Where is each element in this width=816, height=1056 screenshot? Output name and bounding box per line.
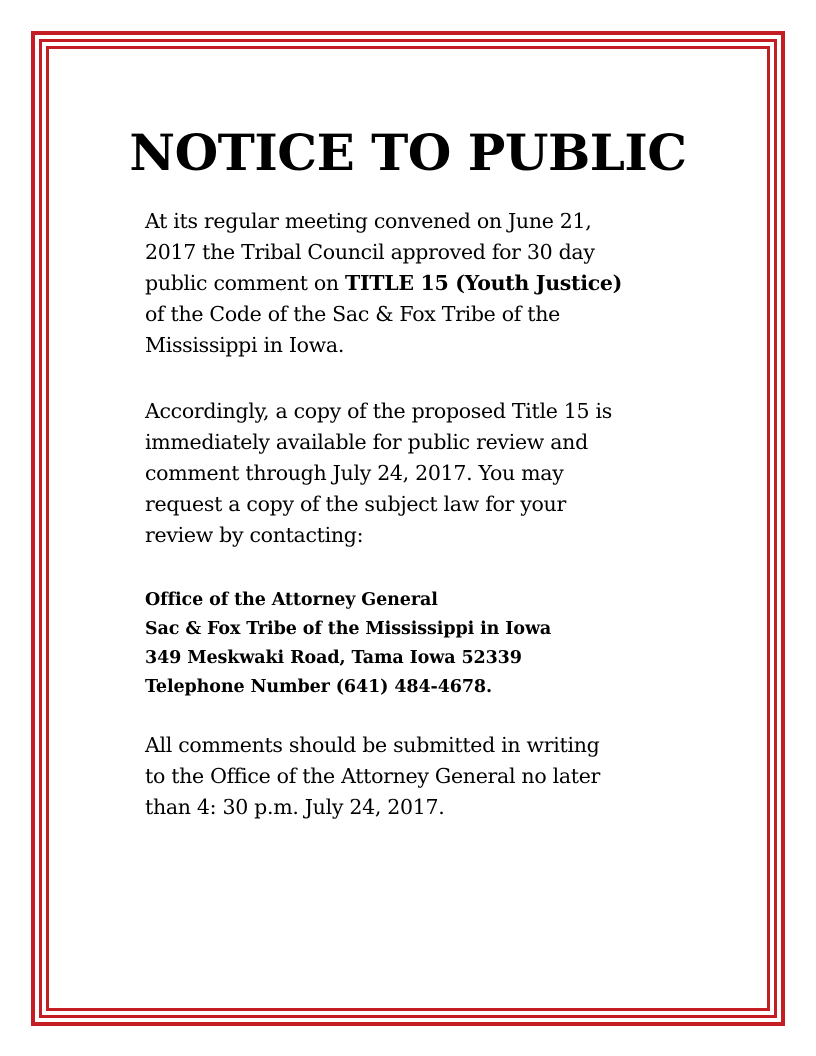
- address-office: Office of the Attorney General: [145, 590, 438, 610]
- text-line: Mississippi in Iowa.: [145, 333, 345, 357]
- text-line: of the Code of the Sac & Fox Tribe of the: [145, 302, 560, 326]
- text-line: immediately available for public review and: [145, 430, 588, 454]
- contact-address: [145, 586, 705, 702]
- paragraph-approval: [145, 206, 705, 361]
- paragraph-deadline: [145, 730, 705, 823]
- notice-title: NOTICE TO PUBLIC: [129, 123, 687, 182]
- address-tribe: Sac & Fox Tribe of the Mississippi in Iowa: [145, 619, 552, 639]
- text-line: comment through July 24, 2017. You may: [145, 461, 564, 485]
- text-line: 2017 the Tribal Council approved for 30 day: [145, 240, 595, 264]
- law-title: TITLE 15 (Youth Justice): [345, 271, 623, 295]
- text-line: to the Office of the Attorney General no later: [145, 764, 601, 788]
- text-line: All comments should be submitted in writing: [145, 733, 600, 757]
- text-line: than 4: 30 p.m. July 24, 2017.: [145, 795, 445, 819]
- text-line: request a copy of the subject law for your: [145, 492, 566, 516]
- text-fragment: public comment on: [145, 271, 346, 295]
- text-line-title: [145, 268, 705, 299]
- text-line: At its regular meeting convened on June 21,: [145, 209, 592, 233]
- paragraph-availability: [145, 396, 705, 551]
- text-line: Accordingly, a copy of the proposed Title 15 is: [145, 399, 612, 423]
- address-phone: Telephone Number (641) 484-4678.: [145, 677, 493, 697]
- address-street: 349 Meskwaki Road, Tama Iowa 52339: [145, 648, 522, 668]
- text-line: review by contacting:: [145, 523, 364, 547]
